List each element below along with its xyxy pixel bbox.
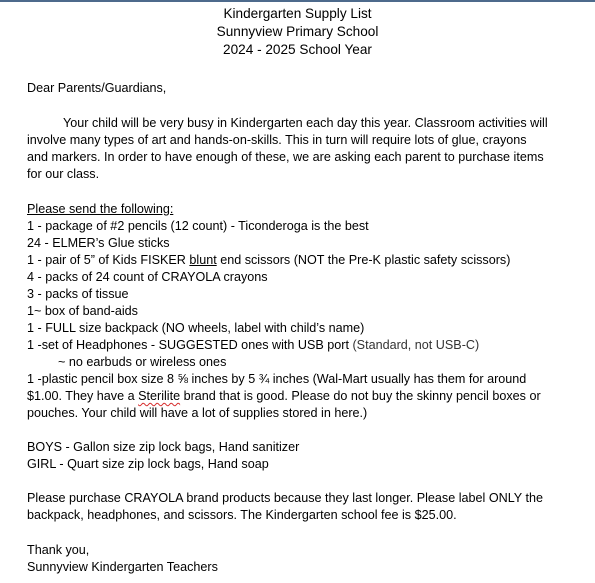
school-year: 2024 - 2025 School Year [223, 42, 372, 57]
girls-extras: GIRL - Quart size zip lock bags, Hand soap [27, 457, 269, 471]
scissors-blunt-word: blunt [189, 253, 217, 267]
headphones-subnote: ~ no earbuds or wireless ones [58, 355, 227, 369]
top-border-line [0, 0, 595, 2]
list-item-pencils: 1 - package of #2 pencils (12 count) - Ticonderoga is the best [27, 219, 369, 233]
list-item-tissue: 3 - packs of tissue [27, 287, 129, 301]
list-item-crayons: 4 - packs of 24 count of CRAYOLA crayons [27, 270, 268, 284]
gender-extras [27, 439, 572, 473]
signoff [27, 542, 572, 576]
list-item-pencil-box-line-2 [27, 388, 572, 405]
greeting: Dear Parents/Guardians, [27, 81, 167, 95]
signature: Sunnyview Kindergarten Teachers [27, 560, 218, 574]
headphones-port-note: (Standard, not USB-C) [352, 338, 480, 352]
intro-paragraph [27, 115, 572, 183]
thank-you: Thank you, [27, 543, 90, 557]
intro-line-3: and markers. In order to have enough of these, we are asking each parent to purchase items [27, 150, 544, 164]
sterilite-spellcheck-word: Sterilite [138, 389, 181, 403]
document-title: Kindergarten Supply List [223, 6, 372, 21]
school-name: Sunnyview Primary School [216, 24, 379, 39]
closing-note [27, 490, 572, 524]
list-item-headphones [27, 337, 572, 354]
list-item-glue: 24 - ELMER’s Glue sticks [27, 236, 170, 250]
document-header [0, 5, 595, 59]
list-item-scissors [27, 252, 572, 269]
intro-line-2: involve many types of art and hands-on-skills. This in turn will require lots of glue, crayons [27, 133, 527, 147]
scissors-text-end: end scissors (NOT the Pre-K plastic safety scissors) [216, 253, 511, 267]
closing-note-line-1: Please purchase CRAYOLA brand products because they last longer. Please label ONLY the [27, 491, 543, 505]
intro-line-1: Your child will be very busy in Kindergarten each day this year. Classroom activities will [63, 116, 548, 130]
intro-line-4: for our class. [27, 167, 100, 181]
closing-note-line-2: backpack, headphones, and scissors. The Kindergarten school fee is $25.00. [27, 508, 457, 522]
supply-list-heading: Please send the following: [27, 202, 174, 216]
list-item-pencil-box-line-3: pouches. Your child will have a lot of supplies stored in here.) [27, 406, 368, 420]
list-item-backpack: 1 - FULL size backpack (NO wheels, label with child’s name) [27, 321, 365, 335]
supply-list [27, 201, 572, 422]
pencil-box-text-start: $1.00. They have a [27, 389, 139, 403]
boys-extras: BOYS - Gallon size zip lock bags, Hand sanitizer [27, 440, 300, 454]
headphones-text: 1 -set of Headphones - SUGGESTED ones with USB port [27, 338, 353, 352]
list-item-pencil-box-line-1: 1 -plastic pencil box size 8 ⅝ inches by 5 ¾ inches (Wal-Mart usually has them for around [27, 372, 527, 386]
scissors-text-start: 1 - pair of 5” of Kids FISKER [27, 253, 190, 267]
pencil-box-text-end: brand that is good. Please do not buy the skinny pencil boxes or [180, 389, 541, 403]
list-item-band-aids: 1~ box of band-aids [27, 304, 138, 318]
